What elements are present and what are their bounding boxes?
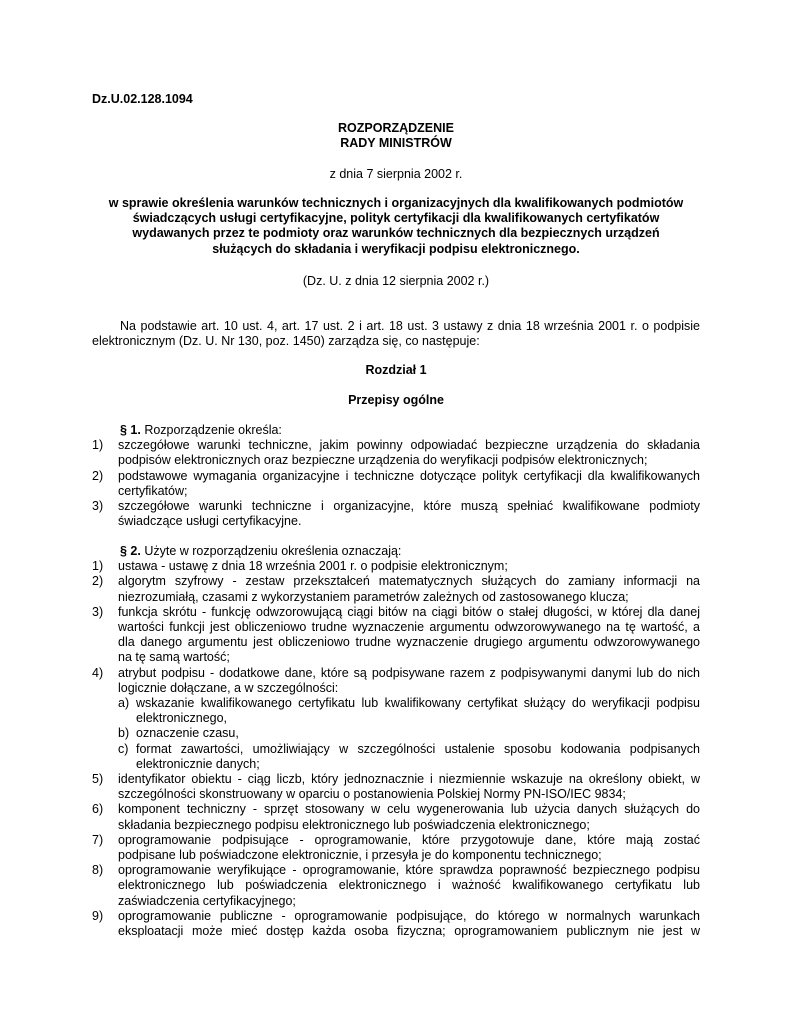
- item-list: [92, 559, 700, 939]
- list-item: [92, 666, 700, 772]
- subject-line: służących do składania i weryfikacji podpisu elektronicznego.: [212, 241, 580, 256]
- section-mark: § 2.: [120, 544, 141, 558]
- item-line: szczegółowe warunki techniczne, jakim powinny odpowiadać bezpieczne urządzenia do składania: [118, 438, 700, 453]
- list-item: [92, 499, 700, 529]
- item-list: [92, 438, 700, 529]
- sub-item-list: [118, 696, 700, 772]
- sub-item-letter: c): [118, 741, 129, 756]
- item-number: 2): [92, 468, 104, 483]
- list-item: [92, 772, 700, 802]
- item-number: 1): [92, 438, 104, 453]
- item-line: składania bezpiecznego podpisu elektronicznego lub poświadczenia elektronicznego;: [118, 817, 590, 832]
- item-line: logicznie dołączane, a w szczególności:: [118, 680, 339, 695]
- item-line: ustawa - ustawę z dnia 18 września 2001 r. o podpisie elektronicznym;: [118, 559, 508, 574]
- item-line: wartości funkcji jest obliczeniowo trudne wyznaczenie argumentu odwzorowywanego na tę wartość, a: [118, 620, 700, 635]
- chapter-name: Przepisy ogólne: [348, 393, 444, 407]
- item-number: 5): [92, 772, 104, 787]
- item-line: oprogramowanie publiczne - oprogramowanie podpisujące, do którego w normalnych warunkach: [118, 908, 700, 923]
- section-heading: [92, 423, 700, 438]
- document-title: [92, 121, 700, 151]
- list-item: [92, 559, 700, 574]
- item-line: atrybut podpisu - dodatkowe dane, które są podpisywane razem z podpisywanymi danymi lub do nich: [118, 665, 700, 680]
- item-line: format zawartości, umożliwiający w szczególności ustalenie sposobu kodowania podpisanych: [136, 741, 700, 756]
- item-number: 2): [92, 574, 104, 589]
- sub-list-item: [118, 696, 700, 726]
- list-item: [92, 833, 700, 863]
- chapter-number: Rozdział 1: [365, 363, 427, 377]
- list-item: [92, 909, 700, 939]
- item-line: świadczące usługi certyfikacyjne.: [118, 514, 302, 529]
- item-line: dla danego argumentu jest obliczeniowo trudne wyznaczenie drugiego argumentu odwzorowywanego: [118, 635, 700, 650]
- publication-info: (Dz. U. z dnia 12 sierpnia 2002 r.): [302, 274, 490, 288]
- list-item: [92, 605, 700, 666]
- item-number: 7): [92, 832, 104, 847]
- section-2: [92, 544, 700, 939]
- sub-list-item: [118, 742, 700, 772]
- item-line: certyfikatów;: [118, 483, 188, 498]
- item-line: komponent techniczny - sprzęt stosowany w celu wygenerowania lub użycia danych służących do: [118, 802, 700, 817]
- title-line: ROZPORZĄDZENIE: [338, 121, 454, 135]
- item-line: szczegółowe warunki techniczne i organizacyjne, które muszą spełniać kwalifikowane podmioty: [118, 499, 700, 514]
- item-line: eksploatacji może mieć dostęp każda osoba fizyczna; oprogramowaniem publicznym nie jest w: [118, 924, 700, 939]
- list-item: [92, 574, 700, 604]
- document-subject: [92, 196, 700, 257]
- document-reference: Dz.U.02.128.1094: [92, 92, 193, 106]
- subject-line: w sprawie określenia warunków technicznych i organizacyjnych dla kwalifikowanych podmiotów: [108, 196, 684, 210]
- list-item: [92, 438, 700, 468]
- item-line: identyfikator obiektu - ciąg liczb, który jednoznacznie i niezmiennie wskazuje na określony obiekt, w: [118, 772, 700, 787]
- item-number: 6): [92, 802, 104, 817]
- item-line: funkcja skrótu - funkcję odwzorowującą ciągi bitów na ciągi bitów o stałej długości, w której dla danej: [118, 604, 700, 619]
- section-1: [92, 423, 700, 529]
- document-date: z dnia 7 sierpnia 2002 r.: [329, 167, 463, 181]
- item-number: 4): [92, 665, 104, 680]
- paragraph-line: Na podstawie art. 10 ust. 4, art. 17 ust. 2 i art. 18 ust. 3 ustawy z dnia 18 września 2001 r. o podpisie: [120, 319, 700, 333]
- item-line: podpisów elektronicznych oraz bezpieczne urządzenia do weryfikacji podpisów elektronicznych;: [118, 453, 648, 468]
- list-item: [92, 469, 700, 499]
- item-line: elektronicznego lub poświadczenia elektronicznego i ważność kwalifikowanego certyfikatu lub: [118, 878, 700, 893]
- item-number: 9): [92, 908, 104, 923]
- subject-line: wydawanych przez te podmioty oraz warunków technicznych dla bezpiecznych urządzeń: [132, 226, 660, 241]
- sub-item-letter: a): [118, 696, 130, 711]
- item-number: 3): [92, 499, 104, 514]
- list-item: [92, 802, 700, 832]
- item-line: niezrozumiałą, czasami z wykorzystaniem parametrów zależnych od zastosowanego klucza;: [118, 589, 629, 604]
- section-heading: [92, 544, 700, 559]
- item-number: 1): [92, 559, 104, 574]
- item-line: oprogramowanie weryfikujące - oprogramowanie, które sprawdza poprawność bezpiecznego podpisu: [118, 863, 700, 878]
- sub-item-letter: b): [118, 726, 130, 741]
- item-line: algorytm szyfrowy - zestaw przekształceń matematycznych służących do zamiany informacji na: [118, 574, 700, 589]
- sub-list-item: [118, 726, 700, 741]
- section-lead: Użyte w rozporządzeniu określenia oznaczają:: [140, 544, 402, 558]
- item-line: oprogramowanie podpisujące - oprogramowanie, które przygotowuje dane, które mają zostać: [118, 832, 700, 847]
- item-line: na tę samą wartość;: [118, 650, 230, 665]
- item-number: 8): [92, 863, 104, 878]
- paragraph-line: elektronicznym (Dz. U. Nr 130, poz. 1450) zarządza się, co następuje:: [92, 334, 480, 349]
- item-line: wskazanie kwalifikowanego certyfikatu lub kwalifikowany certyfikat służący do weryfikacji podpisu: [136, 696, 700, 711]
- section-lead: Rozporządzenie określa:: [140, 423, 282, 437]
- legal-basis-paragraph: [92, 319, 700, 349]
- section-mark: § 1.: [120, 423, 141, 437]
- item-line: zaświadczenia certyfikacyjnego;: [118, 893, 296, 908]
- item-line: szczególności skonstruowany w oparciu o postanowienia Polskiej Normy PN-ISO/IEC 9834;: [118, 787, 626, 802]
- item-line: podpisane lub poświadczone elektronicznie, i przesyła je do komponentu technicznego;: [118, 848, 602, 863]
- list-item: [92, 863, 700, 909]
- item-line: elektronicznie danych;: [136, 756, 260, 771]
- item-line: oznaczenie czasu,: [136, 726, 239, 741]
- title-line: RADY MINISTRÓW: [340, 136, 452, 151]
- item-line: elektronicznego,: [136, 711, 228, 726]
- item-number: 3): [92, 604, 104, 619]
- item-line: podstawowe wymagania organizacyjne i techniczne dotyczące polityk certyfikacji dla kwalifikowanych: [118, 468, 700, 483]
- subject-line: świadczących usługi certyfikacyjne, polityk certyfikacji dla kwalifikowanych certyfikatów: [132, 211, 660, 226]
